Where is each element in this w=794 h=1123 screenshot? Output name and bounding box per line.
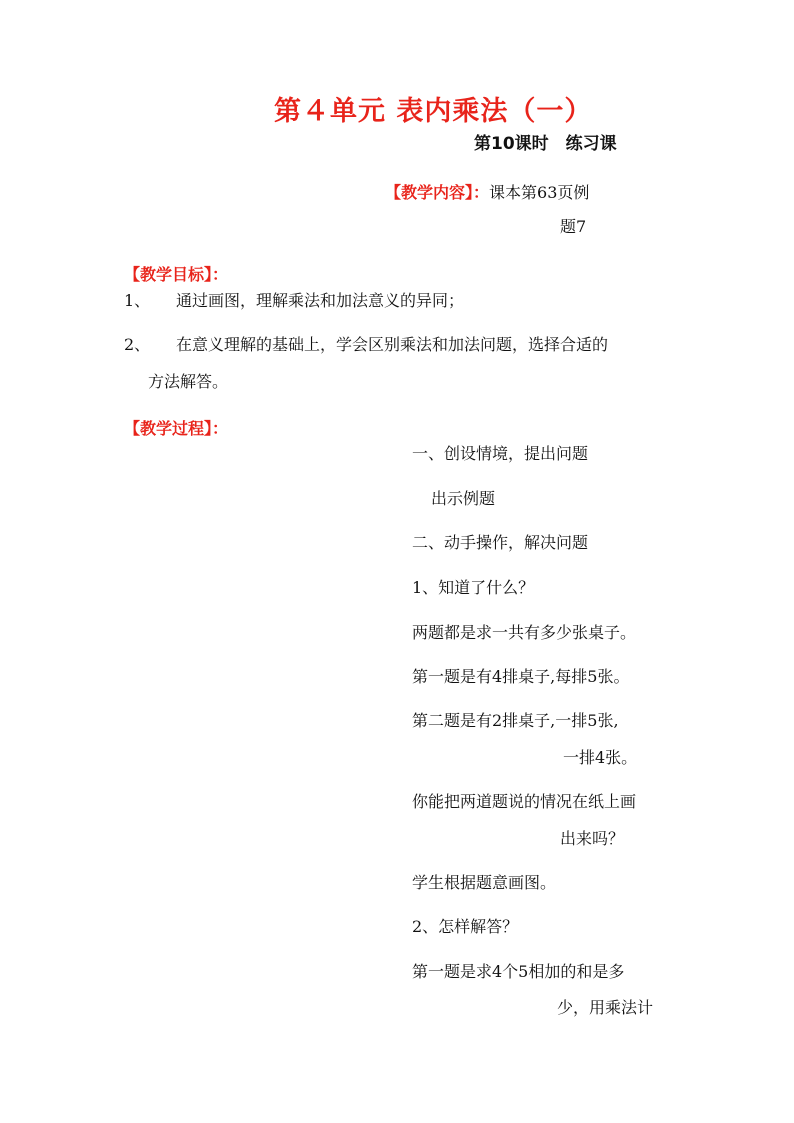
process-line-4: 1、知道了什么？ [412,578,535,597]
process-line-14: 少，用乘法计 [557,998,654,1017]
process-line-13: 第一题是求4个5相加的和是多 [412,962,625,981]
process-line-9: 你能把两道题说的情况在纸上画 [412,792,637,811]
process-line-3: 二、动手操作，解决问题 [412,533,589,552]
unit-title: 第４单元 表内乘法（一） [274,96,593,127]
teaching-process-label: 【教学过程】： [124,419,229,438]
process-line-8: 一排4张。 [563,748,638,767]
teaching-content-text: 课本第63页例 [489,183,590,202]
teaching-content-label: 【教学内容】： [385,183,490,202]
lesson-subtitle: 第10课时 练习课 [474,134,617,154]
goal-item-1-num: 1、 [124,291,151,310]
goal-item-2 [124,332,608,355]
process-line-6: 第一题是有4排桌子,每排5张。 [412,667,630,686]
process-line-1: 一、创设情境，提出问题 [412,444,589,463]
teaching-goals-label: 【教学目标】： [124,265,229,284]
goal-item-2-num: 2、 [124,335,151,354]
goal-item-2-cont: 方法解答。 [148,372,229,391]
goal-item-1-text: 通过画图，理解乘法和加法意义的异同； [176,291,465,310]
teaching-content [385,180,589,203]
process-line-7: 第二题是有2排桌子,一排5张, [412,711,619,730]
teaching-content-text-cont: 题7 [560,217,587,236]
process-line-12: 2、怎样解答？ [412,917,519,936]
process-line-11: 学生根据题意画图。 [412,873,557,892]
goal-item-1 [124,288,464,311]
goal-item-2-text: 在意义理解的基础上，学会区别乘法和加法问题，选择合适的 [176,335,609,354]
process-line-2: 出示例题 [431,489,496,508]
process-line-5: 两题都是求一共有多少张桌子。 [412,623,637,642]
process-line-10: 出来吗？ [560,829,625,848]
